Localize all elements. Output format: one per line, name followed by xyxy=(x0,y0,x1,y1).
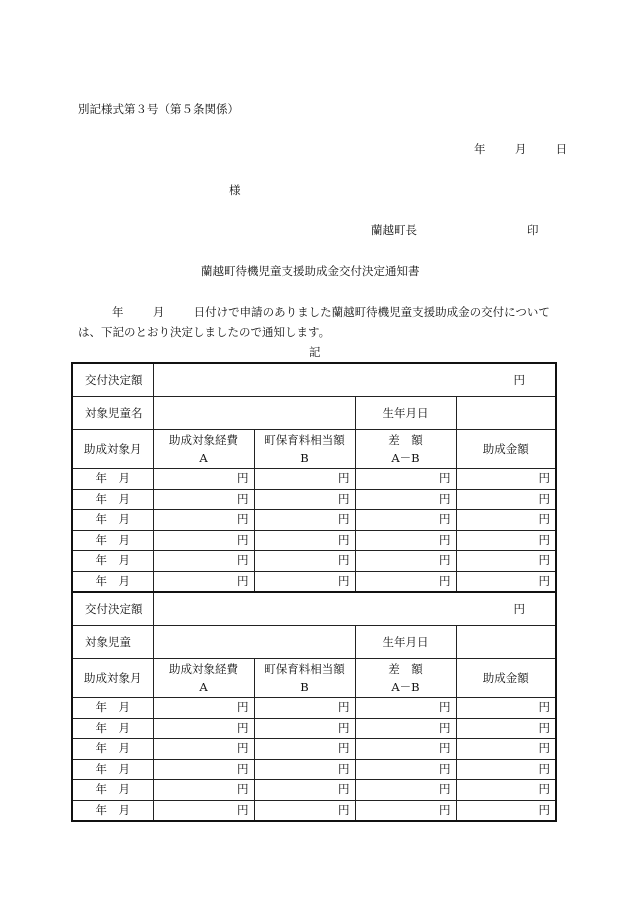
birthdate-cell[interactable] xyxy=(456,626,556,659)
yen-cell: 円 xyxy=(254,718,355,739)
column-header-sub: A－B xyxy=(391,450,420,465)
yen-cell: 円 xyxy=(355,510,456,531)
column-header xyxy=(456,430,556,469)
amount-value-cell: 円 xyxy=(153,592,556,626)
table-row xyxy=(72,489,556,510)
yen-cell: 円 xyxy=(456,469,556,490)
yen-cell: 円 xyxy=(153,718,254,739)
table-row xyxy=(72,800,556,821)
column-header-row xyxy=(72,659,556,698)
table-row xyxy=(72,718,556,739)
child-name-cell[interactable] xyxy=(153,626,355,659)
month-cell: 年 月 xyxy=(72,571,153,592)
yen-cell: 円 xyxy=(254,551,355,572)
column-header-label: 助成対象経費 xyxy=(169,432,238,447)
yen-cell: 円 xyxy=(153,571,254,592)
yen-cell: 円 xyxy=(456,571,556,592)
table-row xyxy=(72,510,556,531)
yen-cell: 円 xyxy=(254,489,355,510)
table-row xyxy=(72,698,556,719)
yen-cell: 円 xyxy=(153,510,254,531)
yen-cell: 円 xyxy=(153,551,254,572)
child-label: 対象児童 xyxy=(72,626,153,659)
yen-cell: 円 xyxy=(456,510,556,531)
yen-cell: 円 xyxy=(456,800,556,821)
column-header-row xyxy=(72,430,556,469)
yen-cell: 円 xyxy=(254,739,355,760)
column-header-label: 助成金額 xyxy=(482,670,529,685)
yen-cell: 円 xyxy=(153,759,254,780)
column-header-label: 差 額 xyxy=(388,661,423,676)
date-year: 年 xyxy=(474,142,486,156)
yen-cell: 円 xyxy=(153,739,254,760)
month-cell: 年 月 xyxy=(72,718,153,739)
yen-cell: 円 xyxy=(355,489,456,510)
document-title: 蘭越町待機児童支援助成金交付決定通知書 xyxy=(201,264,420,278)
body-line-1-text: 日付けで申請のありました蘭越町待機児童支援助成金の交付について xyxy=(193,305,550,319)
column-header-sub: A xyxy=(199,450,208,465)
yen-cell: 円 xyxy=(355,800,456,821)
month-cell: 年 月 xyxy=(72,800,153,821)
yen-cell: 円 xyxy=(254,698,355,719)
amount-value-cell: 円 xyxy=(153,363,556,397)
child-row xyxy=(72,626,556,659)
column-header-label: 差 額 xyxy=(388,432,423,447)
amount-label: 交付決定額 xyxy=(72,363,153,397)
column-header-sub: A xyxy=(199,679,208,694)
yen-cell: 円 xyxy=(355,718,456,739)
month-cell: 年 月 xyxy=(72,530,153,551)
month-cell: 年 月 xyxy=(72,759,153,780)
month-cell: 年 月 xyxy=(72,739,153,760)
column-header xyxy=(254,659,355,698)
column-header-label: 町保育料相当額 xyxy=(264,661,345,676)
yen-cell: 円 xyxy=(355,698,456,719)
amount-row xyxy=(72,592,556,626)
issue-date xyxy=(474,142,567,156)
birthdate-label: 生年月日 xyxy=(355,397,456,430)
yen-cell: 円 xyxy=(456,489,556,510)
birthdate-label: 生年月日 xyxy=(355,626,456,659)
month-cell: 年 月 xyxy=(72,510,153,531)
form-id: 別記様式第３号（第５条関係） xyxy=(78,102,239,116)
table-row xyxy=(72,739,556,760)
column-header xyxy=(72,430,153,469)
column-header xyxy=(355,430,456,469)
month-cell: 年 月 xyxy=(72,780,153,801)
yen-cell: 円 xyxy=(456,551,556,572)
birthdate-cell[interactable] xyxy=(456,397,556,430)
subsidy-table xyxy=(71,362,557,822)
yen-cell: 円 xyxy=(355,759,456,780)
table-row xyxy=(72,530,556,551)
issuer-name: 蘭越町長 xyxy=(371,223,417,237)
column-header-label: 助成金額 xyxy=(482,441,529,456)
month-cell: 年 月 xyxy=(72,551,153,572)
body-line-2: は、下記のとおり決定しましたので通知します。 xyxy=(78,325,331,339)
yen-cell: 円 xyxy=(153,780,254,801)
child-name-cell[interactable] xyxy=(153,397,355,430)
amount-row xyxy=(72,363,556,397)
table-row xyxy=(72,551,556,572)
yen-cell: 円 xyxy=(254,530,355,551)
yen-cell: 円 xyxy=(254,759,355,780)
child-row xyxy=(72,397,556,430)
month-cell: 年 月 xyxy=(72,698,153,719)
child-label: 対象児童名 xyxy=(72,397,153,430)
column-header-label: 助成対象月 xyxy=(84,670,142,685)
column-header-sub: B xyxy=(300,450,309,465)
column-header-sub: A－B xyxy=(391,679,420,694)
month-cell: 年 月 xyxy=(72,469,153,490)
column-header-sub: B xyxy=(300,679,309,694)
seal-mark: 印 xyxy=(527,223,539,237)
amount-label: 交付決定額 xyxy=(72,592,153,626)
body-month: 月 xyxy=(152,305,165,319)
yen-cell: 円 xyxy=(456,698,556,719)
yen-cell: 円 xyxy=(355,469,456,490)
column-header-label: 助成対象月 xyxy=(84,441,142,456)
column-header xyxy=(456,659,556,698)
yen-cell: 円 xyxy=(153,800,254,821)
body-line-1 xyxy=(112,305,550,319)
yen-cell: 円 xyxy=(254,800,355,821)
yen-cell: 円 xyxy=(254,780,355,801)
column-header xyxy=(153,430,254,469)
yen-cell: 円 xyxy=(456,718,556,739)
yen-cell: 円 xyxy=(355,551,456,572)
date-day: 日 xyxy=(555,142,568,156)
yen-cell: 円 xyxy=(153,489,254,510)
yen-cell: 円 xyxy=(456,739,556,760)
yen-cell: 円 xyxy=(456,530,556,551)
yen-cell: 円 xyxy=(456,780,556,801)
yen-cell: 円 xyxy=(254,571,355,592)
yen-cell: 円 xyxy=(355,780,456,801)
yen-cell: 円 xyxy=(355,530,456,551)
ki-heading: 記 xyxy=(309,345,321,359)
column-header-label: 助成対象経費 xyxy=(169,661,238,676)
column-header xyxy=(72,659,153,698)
yen-cell: 円 xyxy=(254,510,355,531)
column-header xyxy=(153,659,254,698)
table-row xyxy=(72,469,556,490)
date-month: 月 xyxy=(514,142,527,156)
yen-cell: 円 xyxy=(456,759,556,780)
month-cell: 年 月 xyxy=(72,489,153,510)
table-row xyxy=(72,780,556,801)
body-year: 年 xyxy=(112,305,124,319)
column-header xyxy=(355,659,456,698)
table-row xyxy=(72,571,556,592)
yen-cell: 円 xyxy=(355,571,456,592)
yen-cell: 円 xyxy=(355,739,456,760)
yen-cell: 円 xyxy=(153,469,254,490)
yen-cell: 円 xyxy=(153,530,254,551)
column-header xyxy=(254,430,355,469)
yen-cell: 円 xyxy=(254,469,355,490)
column-header-label: 町保育料相当額 xyxy=(264,432,345,447)
yen-cell: 円 xyxy=(153,698,254,719)
addressee-suffix: 様 xyxy=(229,183,241,197)
table-row xyxy=(72,759,556,780)
